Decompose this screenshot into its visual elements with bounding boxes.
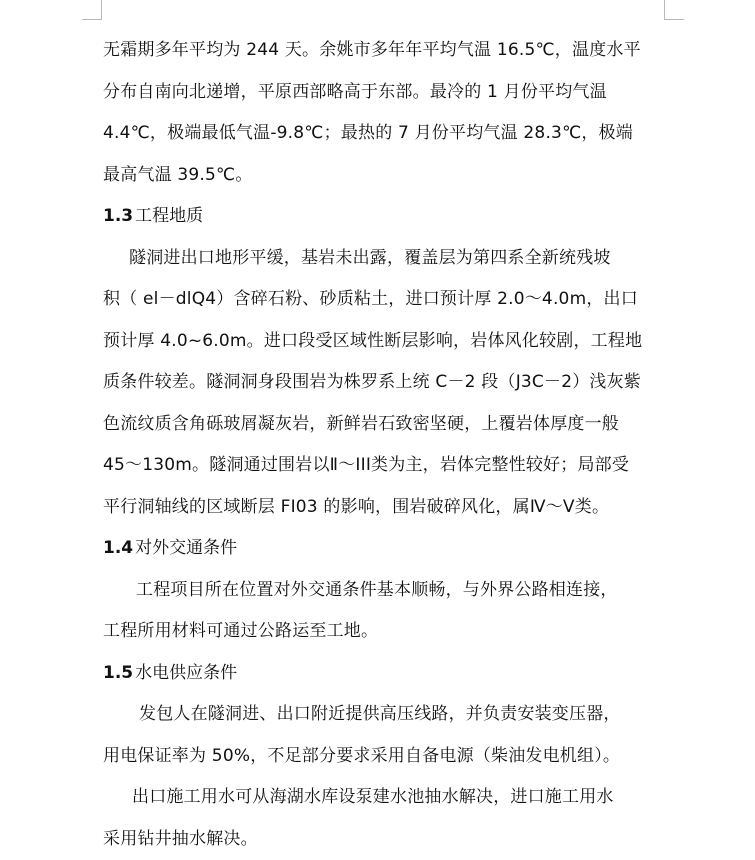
crop-mark-top-left-vertical [101, 0, 102, 20]
text-line: 最高气温 39.5℃。 [103, 155, 665, 197]
text-line: 积（ el－dlQ4）含碎石粉、砂质粘土，进口预计厚 2.0～4.0m，出口 [103, 279, 665, 321]
paragraph-transport [103, 570, 665, 653]
paragraph-geology [103, 238, 665, 529]
crop-mark-top-left-horizontal [82, 19, 102, 20]
text-line: 无霜期多年平均为 244 天。余姚市多年年平均气温 16.5℃，温度水平 [103, 30, 665, 72]
paragraph-water [103, 777, 665, 860]
text-line: 采用钻井抽水解决。 [103, 819, 665, 860]
section-number: 1.4 [103, 538, 133, 558]
crop-mark-top-right-vertical [664, 0, 665, 20]
section-number: 1.5 [103, 663, 133, 683]
text-line: 用电保证率为 50%，不足部分要求采用自备电源（柴油发电机组）。 [103, 736, 665, 778]
text-line: 色流纹质含角砾玻屑凝灰岩，新鲜岩石致密坚硬，上覆岩体厚度一般 [103, 404, 665, 446]
text-line: 4.4℃，极端最低气温-9.8℃；最热的 7 月份平均气温 28.3℃，极端 [103, 113, 665, 155]
text-line: 平行洞轴线的区域断层 FI03 的影响，围岩破碎风化，属Ⅳ～Ⅴ类。 [103, 487, 665, 529]
text-line: 45～130m。隧洞通过围岩以Ⅱ～III类为主，岩体完整性较好；局部受 [103, 445, 665, 487]
paragraph-climate [103, 30, 665, 196]
section-heading-1-4 [103, 528, 665, 570]
section-title: 水电供应条件 [135, 663, 237, 683]
section-number: 1.3 [103, 206, 133, 226]
paragraph-power [103, 694, 665, 777]
document-body [103, 30, 665, 860]
text-line: 分布自南向北递增，平原西部略高于东部。最冷的 1 月份平均气温 [103, 72, 665, 114]
section-heading-1-3 [103, 196, 665, 238]
crop-mark-top-right-horizontal [664, 19, 684, 20]
section-title: 对外交通条件 [135, 538, 237, 558]
text-line: 发包人在隧洞进、出口附近提供高压线路，并负责安装变压器， [103, 694, 665, 736]
text-line: 工程所用材料可通过公路运至工地。 [103, 611, 665, 653]
text-line: 质条件较差。隧洞洞身段围岩为株罗系上统 C－2 段（J3C－2）浅灰紫 [103, 362, 665, 404]
section-heading-1-5 [103, 653, 665, 695]
text-line: 出口施工用水可从海湖水库设泵建水池抽水解决，进口施工用水 [103, 777, 665, 819]
text-line: 预计厚 4.0~6.0m。进口段受区域性断层影响，岩体风化较剧，工程地 [103, 321, 665, 363]
section-title: 工程地质 [135, 206, 203, 226]
text-line: 工程项目所在位置对外交通条件基本顺畅，与外界公路相连接， [103, 570, 665, 612]
text-line: 隧洞进出口地形平缓，基岩未出露，覆盖层为第四系全新统残坡 [103, 238, 665, 280]
